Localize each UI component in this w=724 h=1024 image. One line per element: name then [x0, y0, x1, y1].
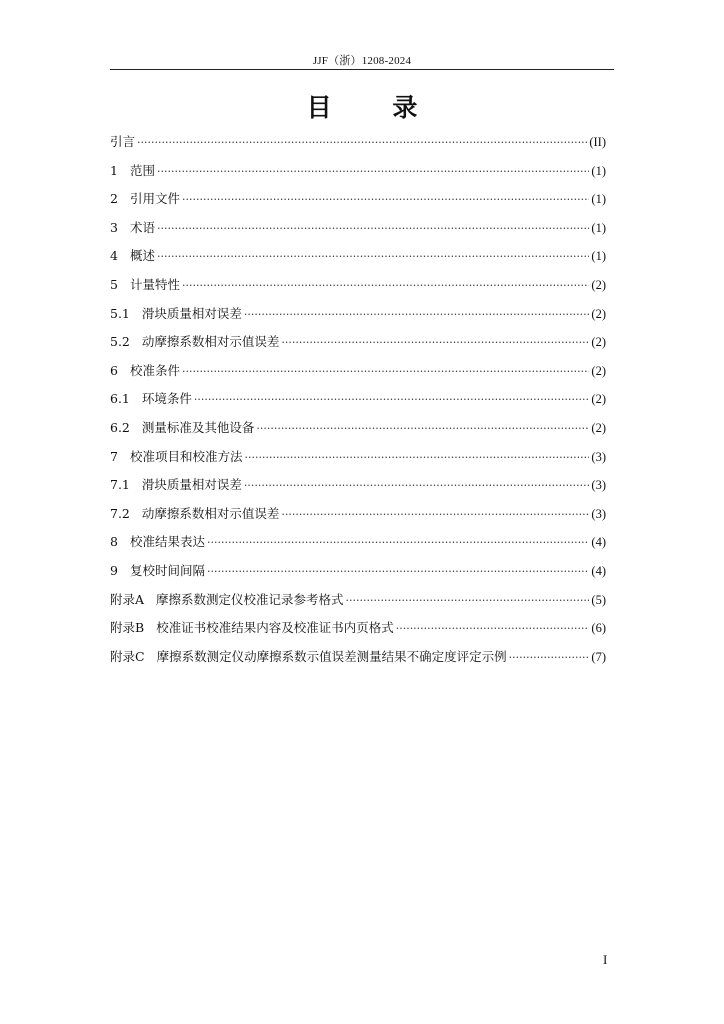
- toc-entry-label: 校准项目和校准方法: [129, 448, 243, 464]
- toc-entry-page: (1): [591, 163, 606, 178]
- toc-entry-number: 7: [110, 448, 118, 464]
- toc-entry-page: (6): [591, 621, 606, 636]
- toc-entry-label: 测量标准及其他设备: [141, 419, 255, 435]
- toc-entry-number: 6.1: [110, 391, 130, 407]
- toc-entry-7[interactable]: [110, 445, 606, 474]
- toc-entry-appendix-c[interactable]: [110, 645, 606, 674]
- table-of-contents: [110, 130, 606, 673]
- page-number: I: [603, 952, 608, 967]
- toc-entry-appendix-b[interactable]: [110, 616, 606, 645]
- toc-entry-page: (2): [591, 363, 606, 378]
- toc-entry-number: 8: [110, 534, 118, 550]
- toc-dot-leader: [207, 531, 589, 555]
- toc-entry-page: (2): [591, 420, 606, 435]
- toc-entry-page: (2): [591, 306, 606, 321]
- toc-entry-number: 5: [110, 276, 118, 292]
- toc-entry-label: 摩擦系数测定仪动摩擦系数示值误差测量结果不确定度评定示例: [156, 648, 507, 664]
- toc-entry-5[interactable]: [110, 273, 606, 302]
- toc-entry-label: 范围: [129, 162, 155, 178]
- toc-entry-label: 校准证书校准结果内容及校准证书内页格式: [156, 620, 394, 636]
- toc-entry-page: (1): [591, 249, 606, 264]
- toc-dot-leader: [182, 274, 589, 298]
- toc-dot-leader: [157, 245, 589, 269]
- toc-entry-label: 复校时间间隔: [129, 562, 205, 578]
- toc-entry-introduction[interactable]: [110, 130, 606, 159]
- toc-entry-6-2[interactable]: [110, 416, 606, 445]
- toc-entry-page: (4): [591, 563, 606, 578]
- toc-entry-page: (1): [591, 220, 606, 235]
- toc-entry-number: 附录C: [110, 648, 145, 664]
- toc-entry-number: 5.2: [110, 334, 130, 350]
- toc-dot-leader: [182, 360, 589, 384]
- toc-dot-leader: [396, 617, 590, 641]
- toc-entry-page: (4): [591, 535, 606, 550]
- toc-entry-number: 1: [110, 162, 118, 178]
- toc-entry-label: 滑块质量相对误差: [141, 305, 242, 321]
- toc-dot-leader: [281, 503, 589, 527]
- toc-dot-leader: [244, 474, 590, 498]
- toc-entry-label: 引用文件: [129, 191, 180, 207]
- toc-entry-label: 计量特性: [129, 276, 180, 292]
- toc-entry-7-2[interactable]: [110, 502, 606, 531]
- toc-entry-number: 6: [110, 362, 118, 378]
- toc-dot-leader: [194, 388, 590, 412]
- toc-entry-page: (3): [591, 478, 606, 493]
- toc-entry-label: 术语: [129, 219, 155, 235]
- toc-dot-leader: [244, 446, 589, 470]
- document-code-header: JJF（浙）1208-2024: [312, 55, 412, 67]
- toc-dot-leader: [137, 131, 587, 155]
- toc-dot-leader: [157, 160, 589, 184]
- toc-entry-page: (II): [589, 135, 606, 149]
- toc-entry-appendix-a[interactable]: [110, 588, 606, 617]
- toc-entry-page: (5): [591, 592, 606, 607]
- toc-entry-page: (3): [591, 449, 606, 464]
- toc-entry-2[interactable]: [110, 187, 606, 216]
- toc-entry-page: (7): [591, 649, 606, 664]
- toc-entry-6[interactable]: [110, 359, 606, 388]
- toc-entry-number: 附录A: [110, 591, 145, 607]
- toc-entry-label: 校准条件: [129, 362, 180, 378]
- toc-dot-leader: [346, 589, 590, 613]
- toc-entry-5-2[interactable]: [110, 330, 606, 359]
- toc-entry-label: 动摩擦系数相对示值误差: [141, 505, 280, 521]
- toc-entry-number: 7.1: [110, 477, 130, 493]
- toc-entry-label: 校准结果表达: [129, 534, 205, 550]
- toc-entry-label: 动摩擦系数相对示值误差: [141, 334, 280, 350]
- toc-entry-number: 7.2: [110, 505, 130, 521]
- toc-dot-leader: [207, 560, 589, 584]
- toc-entry-number: 5.1: [110, 305, 130, 321]
- toc-entry-label: 环境条件: [141, 391, 192, 407]
- toc-entry-label: 摩擦系数测定仪校准记录参考格式: [156, 591, 344, 607]
- toc-entry-1[interactable]: [110, 159, 606, 188]
- toc-entry-6-1[interactable]: [110, 387, 606, 416]
- toc-entry-page: (2): [591, 277, 606, 292]
- toc-entry-7-1[interactable]: [110, 473, 606, 502]
- toc-entry-number: 4: [110, 248, 118, 264]
- toc-entry-number: 附录B: [110, 620, 145, 636]
- toc-dot-leader: [509, 646, 590, 670]
- toc-entry-page: (2): [591, 335, 606, 350]
- toc-title: 目 录: [306, 93, 444, 122]
- toc-dot-leader: [182, 188, 589, 212]
- toc-entry-number: 9: [110, 562, 118, 578]
- toc-entry-4[interactable]: [110, 244, 606, 273]
- toc-entry-page: (1): [591, 192, 606, 207]
- toc-dot-leader: [256, 417, 589, 441]
- header-rule: [110, 69, 614, 70]
- toc-entry-number: 6.2: [110, 419, 130, 435]
- toc-entry-8[interactable]: [110, 530, 606, 559]
- toc-entry-label: 滑块质量相对误差: [141, 477, 242, 493]
- toc-entry-5-1[interactable]: [110, 302, 606, 331]
- toc-dot-leader: [157, 217, 589, 241]
- toc-dot-leader: [281, 331, 589, 355]
- toc-entry-3[interactable]: [110, 216, 606, 245]
- toc-entry-number: 2: [110, 191, 118, 207]
- toc-entry-page: (2): [591, 392, 606, 407]
- toc-dot-leader: [244, 303, 590, 327]
- toc-entry-9[interactable]: [110, 559, 606, 588]
- toc-entry-label: 引言: [110, 134, 136, 149]
- toc-entry-label: 概述: [129, 248, 155, 264]
- toc-entry-page: (3): [591, 506, 606, 521]
- toc-entry-number: 3: [110, 219, 118, 235]
